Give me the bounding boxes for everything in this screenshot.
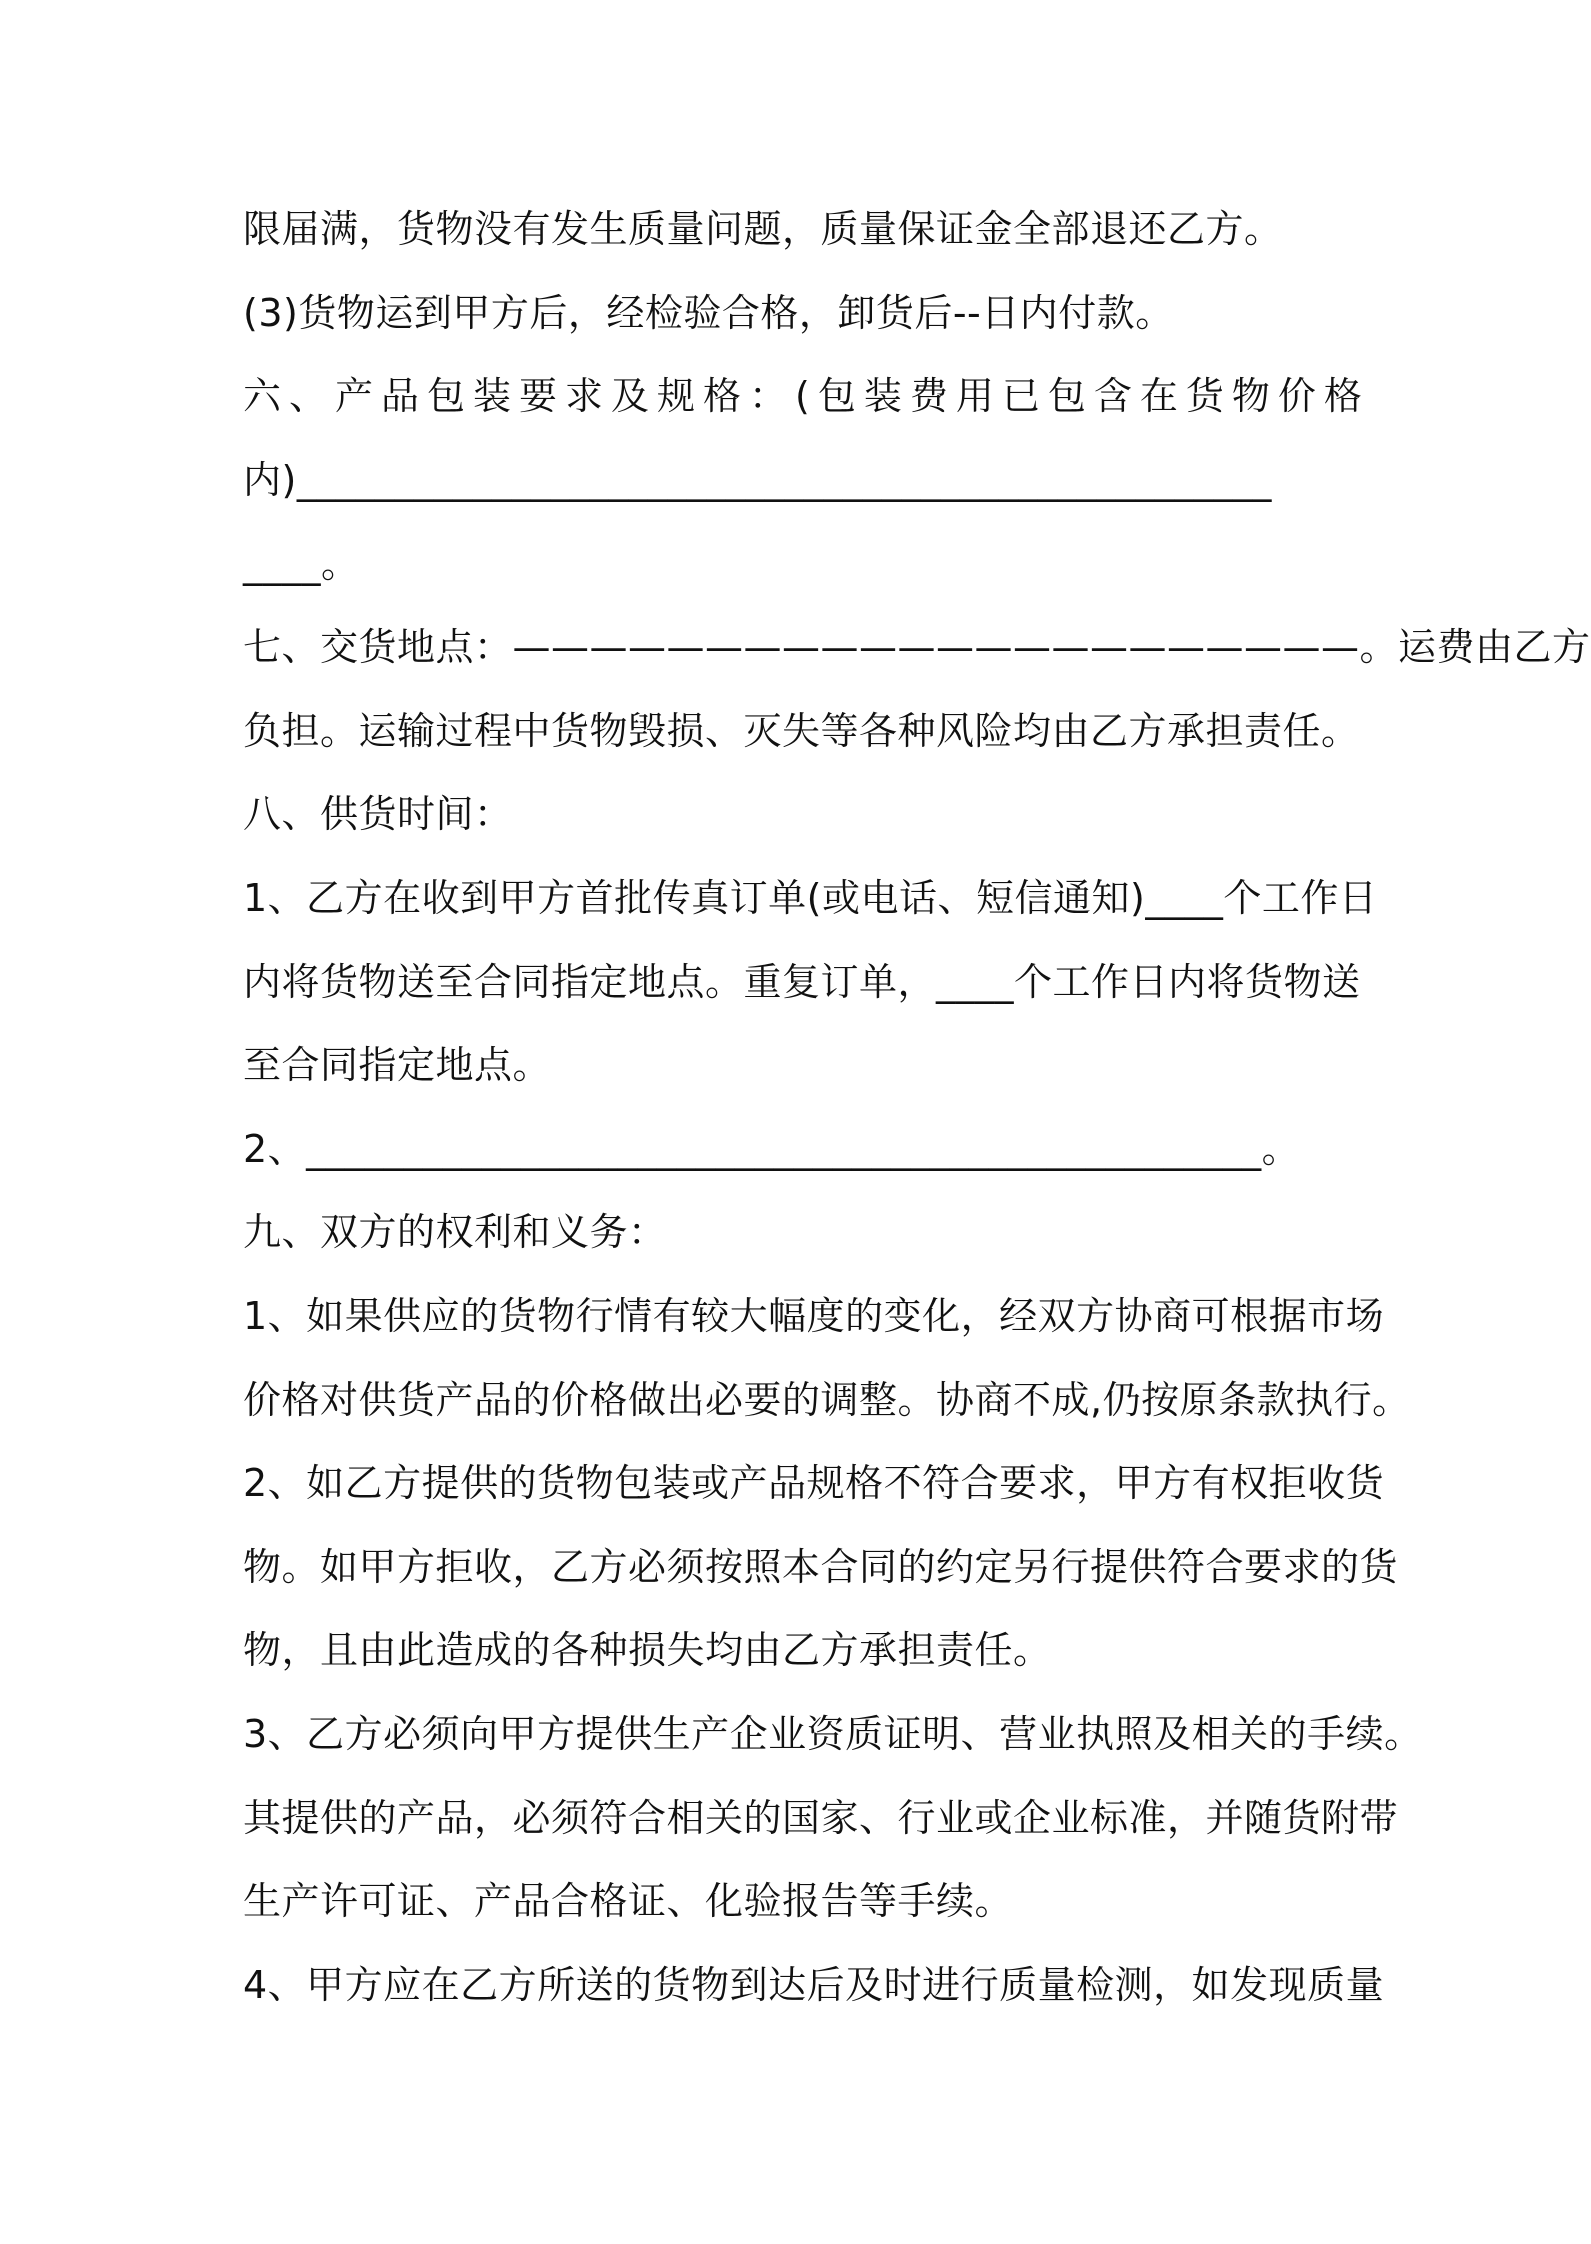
- text-line: 生产许可证、产品合格证、化验报告等手续。: [243, 1879, 1014, 1923]
- text-line: 内将货物送至合同指定地点。重复订单，____个工作日内将货物送: [243, 960, 1361, 1004]
- text-line: 价格对供货产品的价格做出必要的调整。协商不成,仍按原条款执行。: [243, 1378, 1411, 1422]
- text-line: 物。如甲方拒收，乙方必须按照本合同的约定另行提供符合要求的货: [243, 1545, 1399, 1589]
- section-heading: 七、交货地点：——————————————————————。运费由乙方: [243, 625, 1591, 669]
- list-item: 2、如乙方提供的货物包装或产品规格不符合要求，甲方有权拒收货: [243, 1461, 1385, 1505]
- section-heading: 八、供货时间：: [243, 792, 513, 836]
- section-heading: 六、产品包装要求及规格：(包装费用已包含在货物价格: [243, 374, 1370, 418]
- text-line: 负担。运输过程中货物毁损、灭失等各种风险均由乙方承担责任。: [243, 709, 1360, 753]
- list-item: 4、甲方应在乙方所送的货物到达后及时进行质量检测，如发现质量: [243, 1963, 1385, 2007]
- text-line: 内)__________________________________________________: [243, 458, 1272, 502]
- list-item: 2、_________________________________________________。: [243, 1127, 1301, 1171]
- list-item: 1、乙方在收到甲方首批传真订单(或电话、短信通知)____个工作日: [243, 876, 1378, 920]
- text-line: (3)货物运到甲方后，经检验合格，卸货后--日内付款。: [243, 291, 1174, 335]
- text-line: 至合同指定地点。: [243, 1043, 552, 1087]
- list-item: 3、乙方必须向甲方提供生产企业资质证明、营业执照及相关的手续。: [243, 1712, 1423, 1756]
- text-line: 限届满，货物没有发生质量问题，质量保证金全部退还乙方。: [243, 207, 1283, 251]
- text-line: ____。: [243, 542, 360, 586]
- list-item: 1、如果供应的货物行情有较大幅度的变化，经双方协商可根据市场: [243, 1294, 1385, 1338]
- text-line: 其提供的产品，必须符合相关的国家、行业或企业标准，并随货附带: [243, 1796, 1399, 1840]
- text-line: 物，且由此造成的各种损失均由乙方承担责任。: [243, 1628, 1052, 1672]
- section-heading: 九、双方的权利和义务：: [243, 1210, 667, 1254]
